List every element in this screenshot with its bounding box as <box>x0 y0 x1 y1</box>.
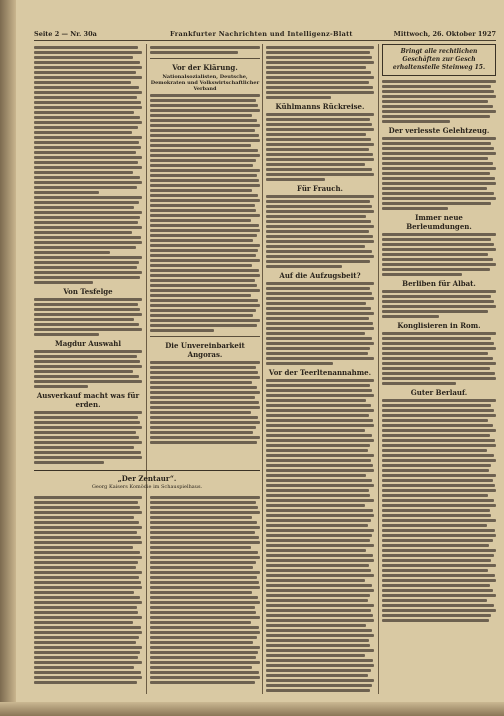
article-body <box>266 46 374 99</box>
article-body <box>382 332 496 385</box>
feature-headline: „Der Zentaur“. <box>117 474 177 483</box>
headline: Magdur Auswahl <box>54 339 122 348</box>
page-bottom-edge <box>0 702 504 716</box>
headline: Ausverkauf macht was für erden. <box>36 391 140 409</box>
headline: Immer neue Berleumdungen. <box>406 213 472 231</box>
headline: Vor der Klärung. <box>172 63 238 72</box>
column-3 <box>266 44 374 694</box>
page-header <box>34 30 496 40</box>
headline: Die Unvereinbarkeit Angoras. <box>165 341 245 359</box>
feature-subheadline: Georg Kaisers Komödie im Schauspielhaus. <box>91 484 203 490</box>
article-body <box>150 94 260 332</box>
article-body <box>34 46 142 284</box>
advertisement-box <box>382 44 496 76</box>
headline: Berliben für Albat. <box>402 279 476 288</box>
article-body <box>382 233 496 276</box>
headline: Vor der Teerltenannahme. <box>268 368 372 377</box>
article-body <box>34 298 142 336</box>
feature-rule <box>34 470 260 471</box>
headline: Von Tesfelge <box>63 287 113 296</box>
headline: Konglisieren in Rom. <box>397 321 481 330</box>
headline: Guter Berlauf. <box>410 388 468 397</box>
headline: Der verlesste Gelehtzeug. <box>388 126 490 135</box>
ad-line: Bringt alle rechtlichen Geschäften zur Gesch <box>400 48 478 63</box>
headline: Für Frauch. <box>296 184 343 193</box>
header-masthead: Frankfurter Nachrichten und Intelligenz-Blatt <box>170 30 353 38</box>
article-body <box>266 195 374 268</box>
article-body <box>266 282 374 365</box>
header-page-number: Seite 2 — Nr. 30a <box>34 30 97 38</box>
article-body <box>150 361 260 444</box>
section-rule <box>150 58 260 59</box>
article-body <box>266 113 374 181</box>
section-rule <box>150 336 260 337</box>
column-4 <box>382 44 496 694</box>
feature-column-1 <box>34 494 142 694</box>
column-2 <box>150 44 260 468</box>
article-body <box>266 379 374 692</box>
article-body <box>150 46 260 54</box>
article-body <box>150 496 260 684</box>
headline: Auf die Aufzugsbeit? <box>279 271 361 280</box>
column-rule <box>146 44 147 694</box>
feature-column-2 <box>150 494 260 694</box>
header-rule <box>34 40 496 41</box>
column-rule <box>378 44 379 694</box>
article-body <box>382 399 496 622</box>
article-body <box>34 350 142 388</box>
subheadline: Nationalsozialisten, Deutsche, Demokraten und Volkswirtschaftlicher Verband <box>150 74 260 92</box>
article-body <box>34 411 142 464</box>
article-body <box>382 80 496 123</box>
headline: Kühlmanns Rückreise. <box>275 102 365 111</box>
column-rule <box>262 44 263 694</box>
header-date: Mittwoch, 26. Oktober 1927 <box>393 30 496 38</box>
ad-line: erhaltenstelle Steinweg 15. <box>392 64 486 71</box>
page-binding-shadow <box>0 0 16 716</box>
article-body <box>382 137 496 210</box>
column-1 <box>34 44 142 468</box>
article-body <box>34 496 142 684</box>
article-body <box>382 290 496 318</box>
